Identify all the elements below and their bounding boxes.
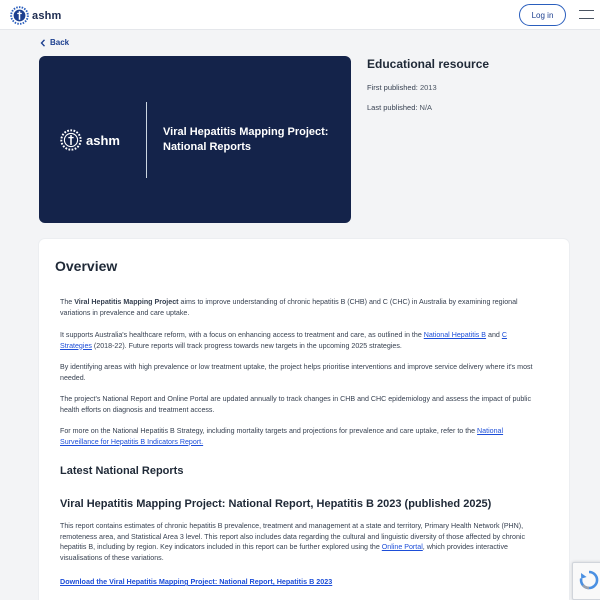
top-bar xyxy=(0,0,600,30)
p2-text-end: (2018-22). Future reports will track progress towards new targets in the upcoming 2025 strategies. xyxy=(91,341,402,350)
last-published-label: Last published: xyxy=(367,103,418,112)
first-published xyxy=(367,83,437,92)
download-report-link[interactable]: Download the Viral Hepatitis Mapping Project: National Report, Hepatitis B 2023 xyxy=(60,577,333,586)
p1-text-end: aims to improve understanding of chronic hepatitis B (CHB) and C (CHC) in Australia by examining regional variations in prevalence and care uptake. xyxy=(60,298,518,317)
recaptcha-badge[interactable] xyxy=(572,562,600,600)
recaptcha-icon xyxy=(578,569,600,591)
login-button[interactable]: Log in xyxy=(519,4,566,26)
back-link[interactable] xyxy=(40,38,69,47)
last-published-value: N/A xyxy=(419,103,433,112)
overview-paragraph-5 xyxy=(60,426,540,447)
ashm-logo-icon xyxy=(60,129,82,151)
hamburger-icon[interactable] xyxy=(579,10,594,20)
report-desc-text-end: , which provides interactive visualisations of these variations. xyxy=(60,543,508,562)
hero-divider xyxy=(146,102,147,178)
back-label: Back xyxy=(50,38,70,47)
p2-text-mid: and xyxy=(486,331,502,339)
national-hepatitis-b-link[interactable]: National Hepatitis B xyxy=(423,331,487,339)
report-description xyxy=(60,521,540,563)
p5-text: For more on the National Hepatitis B Strategy, including mortality targets and projections for prevalence and care uptake, refer to the xyxy=(60,427,478,435)
resource-type: Educational resource xyxy=(367,57,490,71)
p1-bold: Viral Hepatitis Mapping Project xyxy=(74,298,179,306)
report-title: Viral Hepatitis Mapping Project: National Report, Hepatitis B 2023 (published 2025) xyxy=(60,498,492,510)
logo-text: ashm xyxy=(32,9,62,22)
p1-text: The xyxy=(60,298,75,306)
p2-text: It supports Australia's healthcare reform, with a focus on enhancing access to treatment and care, as outlined in the xyxy=(60,331,424,339)
overview-paragraph-4: The project's National Report and Online Portal are updated annually to track changes in CHB and CHC epidemiology and assess the impact of public health efforts on diagnosis and treatment access. xyxy=(60,395,531,414)
first-published-label: First published: xyxy=(367,83,418,92)
hero-logo xyxy=(60,129,120,151)
overview-paragraph-1 xyxy=(60,297,540,318)
last-published xyxy=(367,103,432,112)
chevron-left-icon xyxy=(40,39,46,47)
ashm-logo[interactable] xyxy=(10,6,62,25)
report-desc-text: This report contains estimates of chronic hepatitis B prevalence, treatment and management at a state and territory, Primary Health Network (PHN), remoteness area, and Statistical Area 3 level. This report also includes data regarding the cultural and linguistic diversity of those affected by chronic hepatitis B, including by region. Key indicators included in this report can be further explored using the xyxy=(60,522,526,551)
ashm-logo-icon xyxy=(10,6,29,25)
overview-paragraph-3: By identifying areas with high prevalence or low treatment uptake, the project helps prioritise interventions and improve service delivery where it's most needed. xyxy=(60,363,533,382)
hero-logo-text: ashm xyxy=(86,132,120,148)
surveillance-report-link[interactable]: National Surveillance for Hepatitis B Indicators Report. xyxy=(60,427,504,446)
online-portal-link[interactable]: Online Portal xyxy=(381,543,423,551)
overview-paragraph-2 xyxy=(60,330,540,351)
resource-meta xyxy=(367,56,577,112)
c-strategies-link[interactable]: C Strategies xyxy=(60,331,507,350)
hero-banner xyxy=(39,56,351,223)
overview-title: Overview xyxy=(55,258,118,274)
latest-reports-heading: Latest National Reports xyxy=(60,465,184,477)
overview-card xyxy=(39,239,569,600)
first-published-value: 2013 xyxy=(419,83,437,92)
hero-title: Viral Hepatitis Mapping Project: National Reports xyxy=(163,126,329,153)
